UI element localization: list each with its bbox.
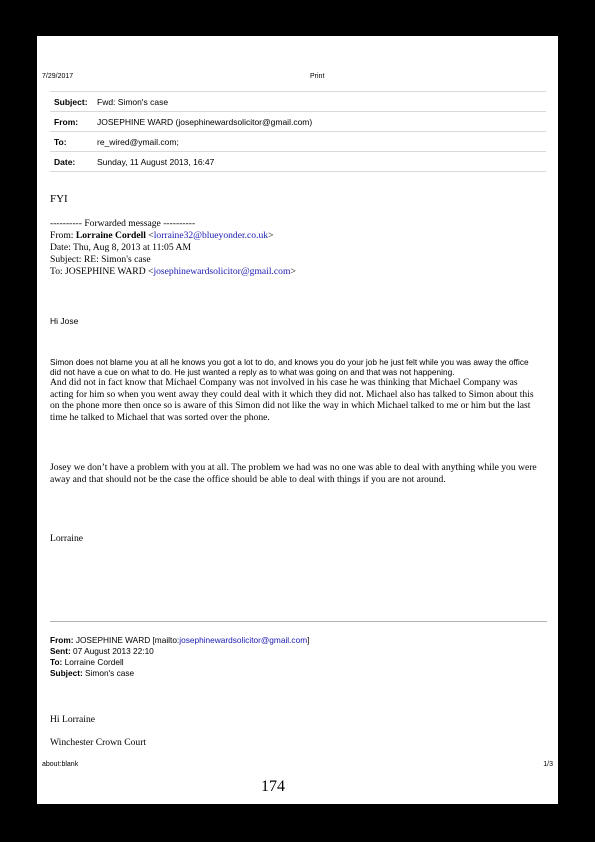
fwd-from-name: Lorraine Cordell: [75, 230, 146, 241]
paragraph-2: Josey we don’t have a problem with you at all. The problem we had was no one was able to deal with anything while you were away and that should not be the case the office should be able to deal with things if you are not around.: [50, 462, 537, 485]
to-row: [50, 132, 546, 152]
paragraph-1-sans: Simon does not blame you at all he knows you got a lot to do, and knows you do your job he just felt while you was away the office did not have a cue on what to do. He just wanted a reply as to what was going on and that was not happening.: [50, 357, 529, 377]
print-footer-url: about:blank: [42, 761, 79, 768]
fyi-text: FYI: [50, 193, 68, 205]
to-value: re_wired@ymail.com;: [97, 137, 179, 147]
fwd-to-email-link[interactable]: josephinewardsolicitor@gmail.com: [153, 266, 291, 277]
quoted-line-1: Winchester Crown Court: [50, 737, 147, 748]
fwd-from-email-link[interactable]: lorraine32@blueyonder.co.uk: [153, 230, 269, 241]
quoted-subject-label: Subject:: [50, 668, 83, 678]
document-page: [37, 36, 558, 804]
from-label: From:: [54, 117, 79, 127]
quoted-from-label: From:: [50, 635, 74, 645]
quoted-to-line: [50, 657, 124, 667]
fwd-from-line: [50, 230, 274, 242]
subject-value: Fwd: Simon's case: [97, 97, 169, 107]
quoted-from-email-link[interactable]: josephinewardsolicitor@gmail.com: [179, 635, 308, 645]
quote-divider: [50, 621, 547, 622]
subject-row: [50, 91, 546, 112]
quoted-subject-line: [50, 668, 134, 678]
date-row: [50, 152, 546, 172]
bracket: >: [290, 266, 296, 277]
subject-label: Subject:: [54, 97, 88, 107]
fwd-subject-line: Subject: RE: Simon's case: [50, 254, 151, 265]
to-label: To:: [54, 137, 67, 147]
quoted-to-label: To:: [50, 657, 63, 667]
quoted-to-value: Lorraine Cordell: [62, 657, 124, 667]
forwarded-marker: ---------- Forwarded message ----------: [50, 218, 196, 229]
quoted-subject-value: Simon's case: [82, 668, 135, 678]
signoff-text: Lorraine: [50, 533, 84, 544]
bracket: >: [268, 230, 274, 241]
fwd-to-prefix: To: JOSEPHINE WARD <: [50, 266, 154, 277]
page-number: 174: [261, 778, 285, 795]
fwd-date-line: Date: Thu, Aug 8, 2013 at 11:05 AM: [50, 242, 191, 253]
quoted-sent-value: 07 August 2013 22:10: [70, 646, 154, 656]
paragraph-1-serif: And did not in fact know that Michael Company was not involved in his case he was thinking that Michael Company was acting for him so when you went away they could deal with it which they did not. Michael also has talked to Simon about this on the phone more then once so is aware of this Simon did not like the way in which Michael talked to me or him but the last time he talked to Michael that was sorted over the phone.: [50, 377, 534, 423]
print-footer-page: 1/3: [543, 761, 553, 768]
quoted-from-line: [50, 635, 309, 645]
print-date: 7/29/2017: [42, 73, 74, 80]
quoted-sent-line: [50, 646, 154, 656]
print-title: Print: [310, 73, 325, 80]
fwd-to-line: [50, 266, 296, 278]
from-value: JOSEPHINE WARD (josephinewardsolicitor@gmail.com): [97, 117, 313, 127]
paragraph-1: [50, 357, 540, 423]
bracket: ]: [307, 635, 310, 645]
quoted-greeting: Hi Lorraine: [50, 714, 96, 725]
bracket: <: [145, 230, 154, 241]
date-label: Date:: [54, 157, 76, 167]
from-row: [50, 112, 546, 132]
email-header-table: [50, 91, 546, 172]
quoted-sent-label: Sent:: [50, 646, 71, 656]
date-value: Sunday, 11 August 2013, 16:47: [97, 157, 215, 167]
fwd-from-label: From:: [50, 230, 76, 241]
quoted-from-name: JOSEPHINE WARD [mailto:: [73, 635, 180, 645]
greeting-text: Hi Jose: [50, 316, 79, 326]
